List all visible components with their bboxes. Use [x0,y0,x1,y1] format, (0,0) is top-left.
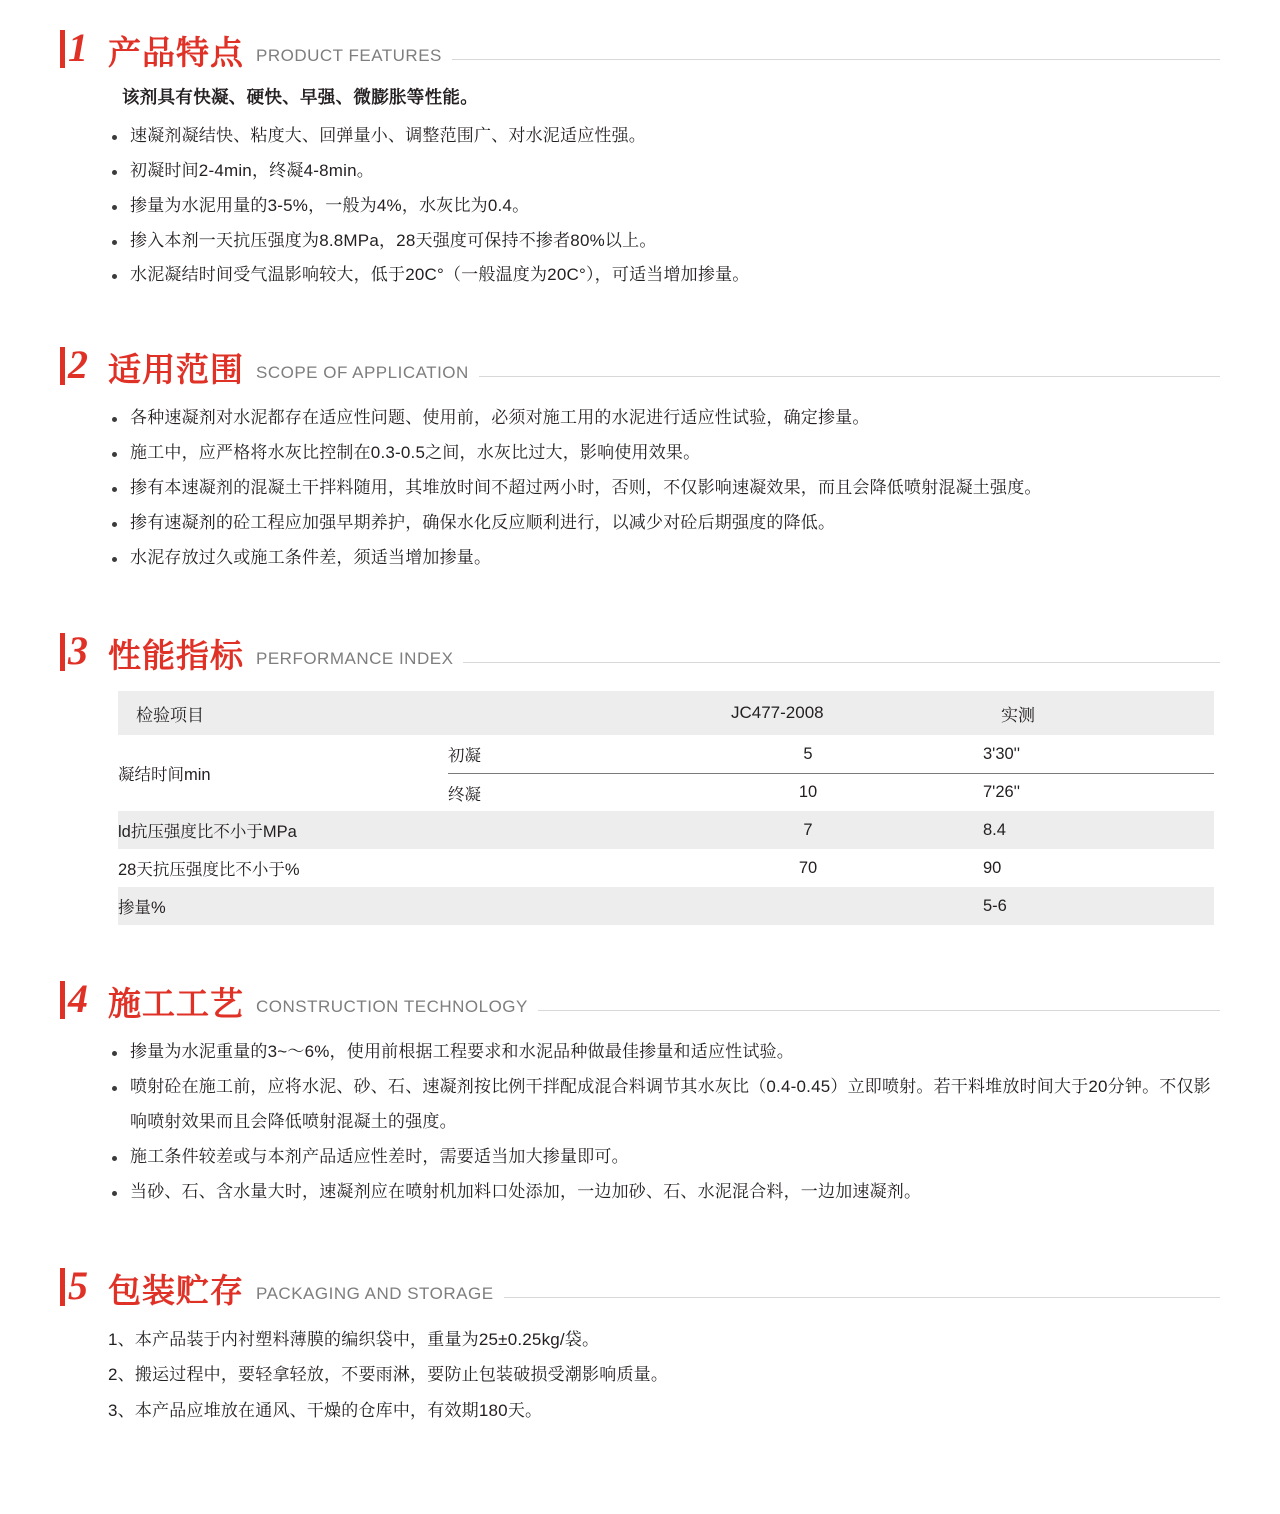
table-row [118,735,1214,773]
cell-sub: 初凝 [448,735,713,773]
list-item: 初凝时间2-4min，终凝4-8min。 [108,154,1220,189]
cell-sub [448,849,713,887]
section-title-en: PACKAGING AND STORAGE [256,1283,494,1303]
list-item: 掺量为水泥重量的3~～6%，使用前根据工程要求和水泥品种做最佳掺量和适应性试验。 [108,1035,1220,1070]
section-header [60,335,1220,387]
cell-item: 掺量% [118,887,448,925]
table-row [118,887,1214,925]
cell-actual: 5-6 [983,887,1214,925]
list-item: 当砂、石、含水量大时，速凝剂应在喷射机加料口处添加，一边加砂、石、水泥混合料，一边加速凝剂。 [108,1175,1220,1210]
cell-item: ld抗压强度比不小于MPa [118,811,448,849]
list-item: 施工中，应严格将水灰比控制在0.3-0.5之间，水灰比过大，影响使用效果。 [108,436,1220,471]
section-scope-of-application [60,335,1220,575]
section-title-en: PRODUCT FEATURES [256,46,442,65]
performance-index-table [118,691,1214,925]
section-title-en: SCOPE OF APPLICATION [256,363,469,383]
cell-standard: 10 [713,773,983,811]
list-item: 掺有速凝剂的砼工程应加强早期养护，确保水化反应顺利进行，以减少对砼后期强度的降低。 [108,506,1220,541]
lead-paragraph: 该剂具有快凝、硬快、早强、微膨胀等性能。 [122,87,478,107]
header-divider [452,59,1220,60]
list-item: 1、本产品装于内衬塑料薄膜的编织袋中，重量为25±0.25kg/袋。 [108,1329,600,1349]
section-number: 1 [60,28,94,70]
header-divider [479,376,1220,377]
section-header [60,18,1220,70]
list-item: 水泥存放过久或施工条件差，须适当增加掺量。 [108,541,1220,576]
column-header-sub [448,691,713,735]
table-header-row [118,691,1214,735]
list-item: 速凝剂凝结快、粘度大、回弹量小、调整范围广、对水泥适应性强。 [108,119,1220,154]
section-title-en: PERFORMANCE INDEX [256,649,454,669]
list-item: 各种速凝剂对水泥都存在适应性问题、使用前，必须对施工用的水泥进行适应性试验，确定掺量。 [108,401,1220,436]
section-number: 4 [60,979,94,1021]
column-header-actual: 实测 [983,691,1214,735]
section-title-cn: 包装贮存 [108,1271,244,1309]
section-packaging-and-storage [60,1256,1220,1429]
section-product-features [60,18,1220,293]
section-header [60,621,1220,673]
table-row [118,849,1214,887]
list-item: 施工条件较差或与本剂产品适应性差时，需要适当加大掺量即可。 [108,1140,1220,1175]
section-title-en: CONSTRUCTION TECHNOLOGY [256,997,528,1017]
scope-list [60,401,1220,575]
section-title-cn: 产品特点 [108,34,244,71]
header-divider [463,662,1220,663]
cell-standard: 70 [713,849,983,887]
cell-standard: 5 [713,735,983,773]
cell-actual: 3'30'' [983,735,1214,773]
list-item: 2、搬运过程中，要轻拿轻放，不要雨淋，要防止包装破损受潮影响质量。 [108,1365,669,1385]
table-row [118,811,1214,849]
list-item: 水泥凝结时间受气温影响较大，低于20C°（一般温度为20C°），可适当增加掺量。 [108,258,1220,293]
column-header-item: 检验项目 [118,691,448,735]
header-divider [504,1297,1220,1298]
section-number: 5 [60,1266,94,1308]
list-item: 掺量为水泥用量的3-5%，一般为4%，水灰比为0.4。 [108,189,1220,224]
list-item: 喷射砼在施工前，应将水泥、砂、石、速凝剂按比例干拌配成混合料调节其水灰比（0.4-0.45）立即喷射。若干料堆放时间大于20分钟。不仅影响喷射效果而且会降低喷射混凝土的强度。 [108,1070,1220,1140]
cell-actual: 7'26'' [983,773,1214,811]
construction-list [60,1035,1220,1209]
section-header [60,969,1220,1021]
column-header-standard: JC477-2008 [713,691,983,735]
cell-sub [448,887,713,925]
list-item: 3、本产品应堆放在通风、干燥的仓库中，有效期180天。 [108,1401,543,1421]
header-divider [538,1010,1220,1011]
cell-item: 凝结时间min [118,735,448,811]
list-item: 掺入本剂一天抗压强度为8.8MPa，28天强度可保持不掺者80%以上。 [108,224,1220,259]
section-title-cn: 适用范围 [108,351,244,389]
list-item: 掺有本速凝剂的混凝土干拌料随用，其堆放时间不超过两小时，否则，不仅影响速凝效果，而且会降低喷射混凝土强度。 [108,471,1220,506]
section-construction-technology [60,969,1220,1209]
section-performance-index [60,621,1220,925]
section-number: 2 [60,345,94,387]
section-title-cn: 性能指标 [108,637,244,675]
feature-list [60,119,1220,293]
packaging-list [60,1322,1220,1429]
cell-standard: 7 [713,811,983,849]
cell-actual: 8.4 [983,811,1214,849]
cell-actual: 90 [983,849,1214,887]
section-title-cn: 施工工艺 [108,985,244,1023]
section-header [60,1256,1220,1308]
section-number: 3 [60,631,94,673]
cell-standard [713,887,983,925]
cell-item: 28天抗压强度比不小于% [118,849,448,887]
cell-sub: 终凝 [448,773,713,811]
cell-sub [448,811,713,849]
